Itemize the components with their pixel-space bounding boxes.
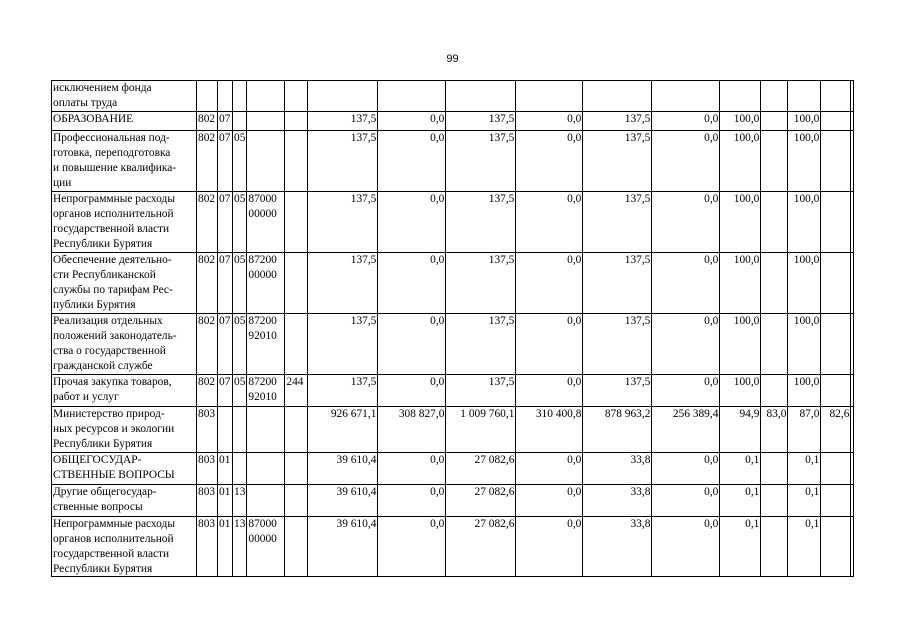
- table-cell: [233, 81, 247, 112]
- table-cell: 87000 00000: [247, 516, 285, 577]
- table-cell: [285, 111, 308, 130]
- table-cell: 0,0: [516, 516, 583, 577]
- table-cell: [652, 81, 720, 112]
- table-row: [52, 252, 854, 313]
- row-label-cell: Непрограммные расходы органов исполнительной государственной власти Республики Бурятия: [52, 516, 197, 577]
- table-cell: 05: [233, 130, 247, 191]
- table-cell: [446, 81, 516, 112]
- table-cell: 100,0: [788, 191, 821, 252]
- table-cell: 83,0: [761, 406, 788, 452]
- table-cell: [761, 374, 788, 406]
- table-cell: 0,0: [378, 516, 446, 577]
- table-cell: 803: [197, 516, 218, 577]
- table-cell: [761, 452, 788, 484]
- table-cell: [233, 452, 247, 484]
- row-label-cell: ОБРАЗОВАНИЕ: [52, 111, 197, 130]
- table-cell: [761, 111, 788, 130]
- table-cell: [285, 81, 308, 112]
- table-cell: 0,1: [788, 516, 821, 577]
- table-cell: 0,0: [378, 452, 446, 484]
- table-cell: [821, 191, 851, 252]
- table-row: [52, 130, 854, 191]
- table-cell: 926 671,1: [308, 406, 378, 452]
- table-cell: 33,8: [583, 484, 652, 516]
- table-row: [52, 313, 854, 374]
- row-label-cell: ОБЩЕГОСУДАР- СТВЕННЫЕ ВОПРОСЫ: [52, 452, 197, 484]
- table-cell: [247, 484, 285, 516]
- table-cell: 137,5: [446, 191, 516, 252]
- table-cell: 33,8: [583, 452, 652, 484]
- table-cell: [821, 130, 851, 191]
- table-cell: 137,5: [308, 374, 378, 406]
- table-cell: 137,5: [308, 130, 378, 191]
- table-cell: 07: [218, 130, 233, 191]
- table-row: [52, 81, 854, 112]
- table-cell: 0,1: [788, 484, 821, 516]
- table-cell: 0,0: [652, 484, 720, 516]
- table-cell: [851, 111, 854, 130]
- table-cell: 0,0: [652, 374, 720, 406]
- table-cell: 33,8: [583, 516, 652, 577]
- table-cell: 05: [233, 374, 247, 406]
- table-cell: 05: [233, 313, 247, 374]
- table-cell: [285, 484, 308, 516]
- table-cell: [851, 252, 854, 313]
- table-cell: [761, 81, 788, 112]
- table-row: [52, 374, 854, 406]
- table-cell: 137,5: [308, 252, 378, 313]
- table-cell: 803: [197, 406, 218, 452]
- table-cell: 0,0: [652, 252, 720, 313]
- table-cell: 01: [218, 484, 233, 516]
- table-cell: 01: [218, 452, 233, 484]
- table-cell: [851, 130, 854, 191]
- table-row: [52, 452, 854, 484]
- table-cell: 100,0: [720, 252, 761, 313]
- table-row: [52, 191, 854, 252]
- table-cell: 05: [233, 191, 247, 252]
- table-cell: [851, 313, 854, 374]
- table-row: [52, 516, 854, 577]
- table-cell: 137,5: [583, 252, 652, 313]
- budget-table: [51, 80, 854, 577]
- table-cell: 0,0: [516, 374, 583, 406]
- table-cell: 0,1: [720, 452, 761, 484]
- table-cell: [233, 111, 247, 130]
- table-cell: 137,5: [446, 313, 516, 374]
- table-cell: [851, 81, 854, 112]
- table-cell: 802: [197, 111, 218, 130]
- table-cell: 100,0: [788, 374, 821, 406]
- table-cell: 27 082,6: [446, 516, 516, 577]
- table-cell: 100,0: [788, 111, 821, 130]
- table-cell: 100,0: [788, 252, 821, 313]
- table-cell: 94,9: [720, 406, 761, 452]
- table-cell: [851, 484, 854, 516]
- table-cell: [285, 516, 308, 577]
- table-cell: 100,0: [720, 130, 761, 191]
- table-cell: 1 009 760,1: [446, 406, 516, 452]
- table-cell: [218, 406, 233, 452]
- table-cell: [761, 191, 788, 252]
- table-cell: 137,5: [446, 374, 516, 406]
- table-cell: [761, 313, 788, 374]
- table-cell: 137,5: [308, 191, 378, 252]
- row-label-cell: Обеспечение деятельно- сти Республиканской службы по тарифам Рес- публики Бурятия: [52, 252, 197, 313]
- table-cell: 05: [233, 252, 247, 313]
- table-cell: 87000 00000: [247, 191, 285, 252]
- table-cell: 82,6: [821, 406, 851, 452]
- table-cell: 87200 92010: [247, 313, 285, 374]
- table-cell: 802: [197, 374, 218, 406]
- table-cell: [308, 81, 378, 112]
- table-cell: 0,0: [516, 313, 583, 374]
- table-cell: 100,0: [788, 130, 821, 191]
- table-cell: 803: [197, 484, 218, 516]
- table-cell: [821, 452, 851, 484]
- table-cell: [247, 452, 285, 484]
- table-cell: 01: [218, 516, 233, 577]
- table-cell: 137,5: [308, 111, 378, 130]
- row-label-cell: Министерство природ- ных ресурсов и экологии Республики Бурятия: [52, 406, 197, 452]
- page-number: 99: [446, 53, 459, 65]
- table-cell: 137,5: [446, 111, 516, 130]
- table-cell: 27 082,6: [446, 452, 516, 484]
- row-label-cell: Прочая закупка товаров, работ и услуг: [52, 374, 197, 406]
- table-cell: 137,5: [583, 130, 652, 191]
- table-cell: [761, 252, 788, 313]
- table-cell: [788, 81, 821, 112]
- table-cell: 0,0: [378, 130, 446, 191]
- table-cell: 0,0: [378, 313, 446, 374]
- table-cell: [851, 452, 854, 484]
- table-cell: 137,5: [446, 130, 516, 191]
- table-cell: [378, 81, 446, 112]
- table-cell: 802: [197, 313, 218, 374]
- table-cell: 0,0: [652, 111, 720, 130]
- table-cell: [821, 374, 851, 406]
- table-cell: [247, 111, 285, 130]
- table-cell: [285, 452, 308, 484]
- table-cell: 0,0: [652, 191, 720, 252]
- table-cell: 87200 00000: [247, 252, 285, 313]
- table-cell: 802: [197, 252, 218, 313]
- table-cell: 310 400,8: [516, 406, 583, 452]
- table-cell: 308 827,0: [378, 406, 446, 452]
- table-cell: 0,1: [788, 452, 821, 484]
- table-cell: [821, 81, 851, 112]
- table-cell: 0,0: [516, 252, 583, 313]
- table-cell: 07: [218, 313, 233, 374]
- table-cell: 27 082,6: [446, 484, 516, 516]
- table-cell: 0,0: [378, 374, 446, 406]
- table-cell: 13: [233, 516, 247, 577]
- row-label-cell: Профессиональная под- готовка, переподготовка и повышение квалифика- ции: [52, 130, 197, 191]
- table-cell: [285, 252, 308, 313]
- table-cell: 100,0: [720, 374, 761, 406]
- table-cell: [720, 81, 761, 112]
- row-label-cell: Реализация отдельных положений законодатель- ства о государственной гражданской службе: [52, 313, 197, 374]
- table-cell: [247, 130, 285, 191]
- table-cell: 0,0: [516, 130, 583, 191]
- table-cell: [821, 516, 851, 577]
- table-cell: [761, 130, 788, 191]
- table-cell: 39 610,4: [308, 452, 378, 484]
- table-cell: [821, 252, 851, 313]
- table-cell: 137,5: [583, 111, 652, 130]
- table-cell: 802: [197, 191, 218, 252]
- table-cell: [851, 406, 854, 452]
- table-cell: 137,5: [583, 313, 652, 374]
- table-cell: 0,0: [516, 452, 583, 484]
- table-cell: 07: [218, 111, 233, 130]
- table-cell: 137,5: [583, 191, 652, 252]
- table-cell: 0,0: [378, 111, 446, 130]
- row-label-cell: Другие общегосудар- ственные вопросы: [52, 484, 197, 516]
- table-cell: 39 610,4: [308, 484, 378, 516]
- table-cell: 0,0: [652, 130, 720, 191]
- table-cell: 0,0: [652, 516, 720, 577]
- row-label-cell: Непрограммные расходы органов исполнительной государственной власти Республики Бурятия: [52, 191, 197, 252]
- table-cell: 0,0: [652, 452, 720, 484]
- table-cell: 87200 92010: [247, 374, 285, 406]
- table-cell: 07: [218, 191, 233, 252]
- table-cell: [821, 313, 851, 374]
- table-cell: 07: [218, 252, 233, 313]
- table-cell: 0,0: [516, 111, 583, 130]
- table-cell: [851, 374, 854, 406]
- table-cell: 87,0: [788, 406, 821, 452]
- table-cell: [218, 81, 233, 112]
- table-row: [52, 406, 854, 452]
- table-cell: 13: [233, 484, 247, 516]
- table-cell: [761, 516, 788, 577]
- row-label-cell: исключением фонда оплаты труда: [52, 81, 197, 112]
- table-cell: [761, 484, 788, 516]
- table-cell: [821, 111, 851, 130]
- table-cell: [285, 406, 308, 452]
- table-cell: 100,0: [788, 313, 821, 374]
- table-cell: 137,5: [583, 374, 652, 406]
- table-cell: [516, 81, 583, 112]
- table-cell: [233, 406, 247, 452]
- table-cell: 137,5: [308, 313, 378, 374]
- table-cell: 0,0: [516, 191, 583, 252]
- table-cell: 07: [218, 374, 233, 406]
- table-cell: 100,0: [720, 111, 761, 130]
- table-cell: 802: [197, 130, 218, 191]
- table-cell: [821, 484, 851, 516]
- table-cell: 100,0: [720, 191, 761, 252]
- table-cell: 878 963,2: [583, 406, 652, 452]
- table-cell: [247, 81, 285, 112]
- table-cell: 803: [197, 452, 218, 484]
- table-cell: 0,0: [378, 484, 446, 516]
- table-row: [52, 484, 854, 516]
- table-cell: 0,0: [378, 252, 446, 313]
- table-cell: [197, 81, 218, 112]
- table-cell: [851, 191, 854, 252]
- table-cell: [285, 313, 308, 374]
- table-cell: 0,0: [652, 313, 720, 374]
- table-cell: 137,5: [446, 252, 516, 313]
- table-cell: [851, 516, 854, 577]
- table-cell: 0,1: [720, 516, 761, 577]
- table-cell: [285, 130, 308, 191]
- table-cell: 39 610,4: [308, 516, 378, 577]
- table-cell: [247, 406, 285, 452]
- table-cell: [583, 81, 652, 112]
- table-cell: 244: [285, 374, 308, 406]
- table-cell: [285, 191, 308, 252]
- table-cell: 0,0: [516, 484, 583, 516]
- table-row: [52, 111, 854, 130]
- table-cell: 256 389,4: [652, 406, 720, 452]
- table-cell: 0,1: [720, 484, 761, 516]
- table-cell: 0,0: [378, 191, 446, 252]
- table-cell: 100,0: [720, 313, 761, 374]
